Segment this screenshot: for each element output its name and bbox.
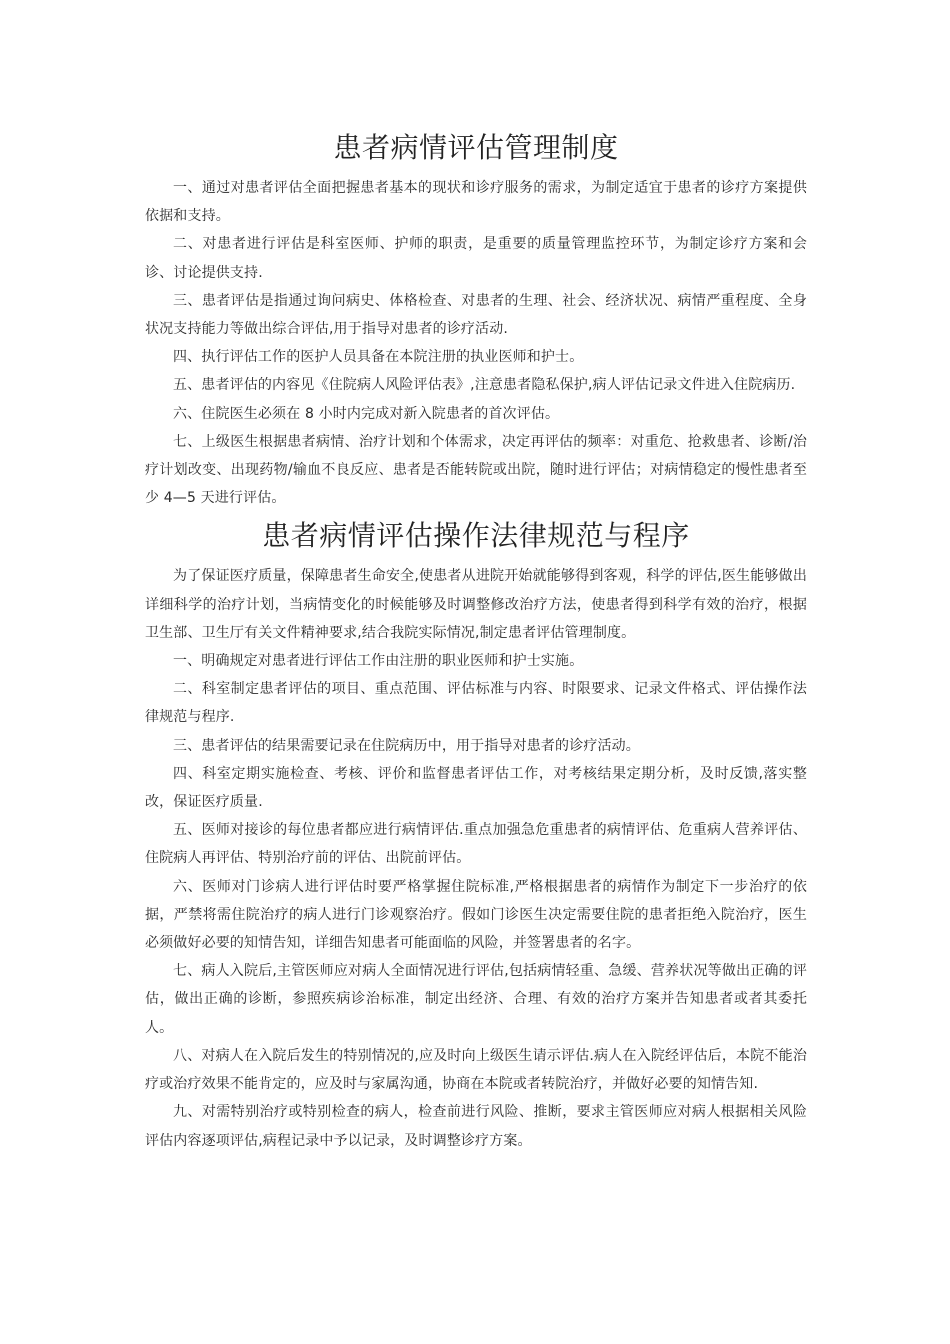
- document-body: [145, 128, 807, 1155]
- section-1-paragraph: 二、对患者进行评估是科室医师、护师的职责，是重要的质量管理监控环节，为制定诊疗方案和会诊、讨论提供支持.: [145, 236, 807, 281]
- section-2-paragraph: 七、病人入院后,主管医师应对病人全面情况进行评估,包括病情轻重、急缓、营养状况等做出正确的评估，做出正确的诊断，参照疾病诊治标准，制定出经济、合理、有效的治疗方案并告知患者或者其委托人。: [145, 963, 807, 1036]
- section-2-paragraph: 四、科室定期实施检查、考核、评价和监督患者评估工作，对考核结果定期分析，及时反馈,落实整改，保证医疗质量.: [145, 765, 807, 811]
- section-2-paragraph: 一、明确规定对患者进行评估工作由注册的职业医师和护士实施。: [173, 653, 584, 670]
- section-1-paragraph: 四、执行评估工作的医护人员具备在本院注册的执业医师和护士。: [173, 349, 584, 366]
- section-2-paragraphs: [145, 562, 807, 1154]
- section-1-paragraph: 五、患者评估的内容见《住院病人风险评估表》,注意患者隐私保护,病人评估记录文件进入住院病历.: [173, 377, 796, 394]
- section-1-paragraph: 三、患者评估是指通过询问病史、体格检查、对患者的生理、社会、经济状况、病情严重程度、全身状况支持能力等做出综合评估,用于指导对患者的诊疗活动.: [145, 292, 807, 338]
- section-2-paragraph: 五、医师对接诊的每位患者都应进行病情评估.重点加强急危重患者的病情评估、危重病人营养评估、住院病人再评估、特别治疗前的评估、出院前评估。: [145, 822, 807, 867]
- section-1-paragraph: 七、上级医生根据患者病情、治疗计划和个体需求，决定再评估的频率：对重危、抢救患者、诊断/治疗计划改变、出现药物/输血不良反应、患者是否能转院或出院，随时进行评估；对病情稳定的慢性患者至少 4—5 天进行评估。: [145, 433, 807, 507]
- section-1-paragraph: 六、住院医生必须在 8 小时内完成对新入院患者的首次评估。: [173, 405, 560, 422]
- section-2-paragraph: 九、对需特别治疗或特别检查的病人，检查前进行风险、推断，要求主管医师应对病人根据相关风险评估内容逐项评估,病程记录中予以记录，及时调整诊疗方案。: [145, 1104, 807, 1149]
- section-2-paragraph: 三、患者评估的结果需要记录在住院病历中，用于指导对患者的诊疗活动。: [173, 737, 640, 754]
- section-2-paragraph: 八、对病人在入院后发生的特别情况的,应及时向上级医生请示评估.病人在入院经评估后，本院不能治疗或治疗效果不能肯定的，应及时与家属沟通，协商在本院或者转院治疗，并做好必要的知情告知.: [145, 1047, 807, 1093]
- section-1-title: 患者病情评估管理制度: [333, 131, 619, 164]
- section-2-paragraph: 六、医师对门诊病人进行评估时要严格掌握住院标准,严格根据患者的病情作为制定下一步治疗的依据，严禁将需住院治疗的病人进行门诊观察治疗。假如门诊医生决定需要住院的患者拒绝入院治疗，医生必须做好必要的知情告知，详细告知患者可能面临的风险，并签署患者的名字。: [145, 878, 807, 952]
- section-1-paragraphs: [145, 174, 807, 512]
- section-2-paragraph: 二、科室制定患者评估的项目、重点范围、评估标准与内容、时限要求、记录文件格式、评估操作法律规范与程序.: [145, 681, 807, 726]
- section-2-title: 患者病情评估操作法律规范与程序: [262, 519, 690, 553]
- section-1-paragraph: 一、通过对患者评估全面把握患者基本的现状和诊疗服务的需求，为制定适宜于患者的诊疗方案提供依据和支持。: [145, 180, 807, 225]
- section-2-paragraph: 为了保证医疗质量，保障患者生命安全,使患者从进院开始就能够得到客观，科学的评估,医生能够做出详细科学的治疗计划，当病情变化的时候能够及时调整修改治疗方法，使患者得到科学有效的治疗，根据卫生部、卫生厅有关文件精神要求,结合我院实际情况,制定患者评估管理制度。: [145, 568, 807, 641]
